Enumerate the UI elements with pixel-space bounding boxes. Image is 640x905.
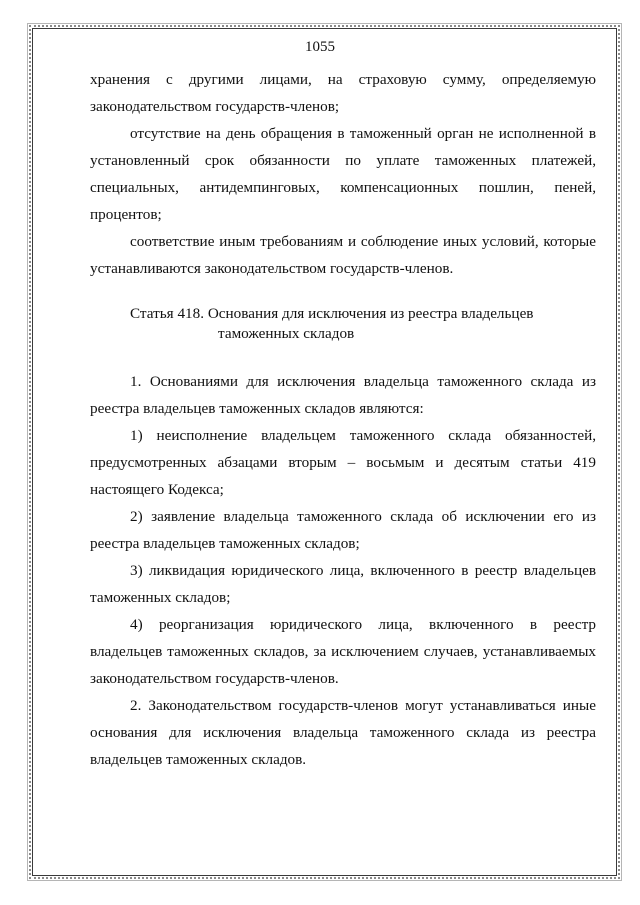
list-item-3: 3) ликвидация юридического лица, включенного в реестр владельцев таможенных складов; [90,562,596,606]
paragraph-condition-other-requirements: соответствие иным требованиям и соблюдение иных условий, которые устанавливаются законодательством государств-членов. [90,233,596,277]
list-item-1: 1) неисполнение владельцем таможенного склада обязанностей, предусмотренных абзацами вторым – восьмым и десятым статьи 419 настоящего Кодекса; [90,427,596,498]
list-item-4: 4) реорганизация юридического лица, включенного в реестр владельцев таможенных складов, за исключением случаев, устанавливаемых законодательством государств-членов. [90,616,596,687]
page-number: 1055 [305,39,335,55]
article-heading [90,304,596,344]
paragraph-condition-no-debt: отсутствие на день обращения в таможенный орган не исполненной в установленный срок обязанности по уплате таможенных платежей, специальных, антидемпинговых, компенсационных пошлин, пеней, процентов; [90,125,596,223]
article-heading-line1: Статья 418. Основания для исключения из реестра владельцев [130,305,534,322]
list-item-2: 2) заявление владельца таможенного склада об исключении его из реестра владельцев таможенных складов; [90,508,596,552]
document-body [90,66,596,773]
paragraph-clause-1: 1. Основаниями для исключения владельца таможенного склада из реестра владельцев таможенных складов являются: [90,373,596,417]
paragraph-continuation: хранения с другими лицами, на страховую сумму, определяемую законодательством государств-членов; [90,71,596,115]
article-heading-line2: таможенных складов [218,325,355,342]
paragraph-clause-2: 2. Законодательством государств-членов могут устанавливаться иные основания для исключения владельца таможенного склада из реестра владельцев таможенных складов. [90,697,596,768]
